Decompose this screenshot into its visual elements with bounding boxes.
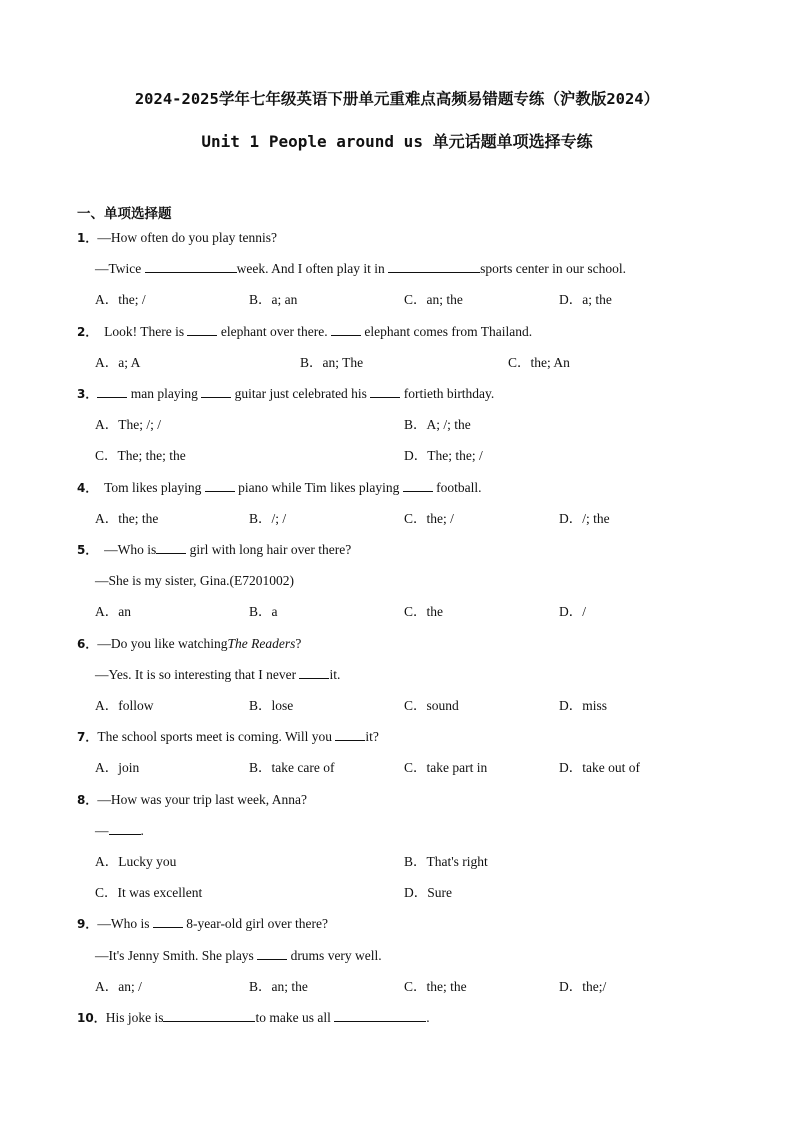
answer-blank [109,822,141,835]
option-b[interactable]: B．That's right [404,854,488,869]
option-c[interactable]: C．It was excellent [95,885,203,900]
question-10-line-1: 10．His joke is to make us all . [77,1010,430,1025]
question-number: 2． [77,325,98,339]
answer-blank [97,385,127,398]
option-d[interactable]: D．a; the [559,292,612,307]
option-d[interactable]: D．the;/ [559,979,607,994]
option-d[interactable]: D．Sure [404,885,452,900]
answer-blank [156,541,186,554]
option-b[interactable]: B．an; The [300,355,364,370]
option-b[interactable]: B．a; an [249,292,298,307]
option-a[interactable]: A．a; A [95,355,141,370]
question-9-line-1: 9．—Who is 8-year-old girl over there? [77,916,329,931]
option-c[interactable]: C．sound [404,698,459,713]
option-d[interactable]: D．miss [559,698,608,713]
question-number: 7． [77,730,98,744]
option-a[interactable]: A．the; / [95,292,146,307]
answer-blank [388,260,480,273]
option-a[interactable]: A．an [95,604,131,619]
option-c[interactable]: C．take part in [404,760,488,775]
option-d[interactable]: D．The; the; / [404,448,483,463]
option-b[interactable]: B．take care of [249,760,335,775]
option-d[interactable]: D．/; the [559,511,610,526]
option-d[interactable]: D．take out of [559,760,640,775]
answer-blank [370,385,400,398]
answer-blank [331,323,361,336]
question-number: 8． [77,793,98,807]
question-4-line-1: 4． Tom likes playing piano while Tim likes playing football. [77,480,482,495]
question-number: 1． [77,231,98,245]
question-number: 6． [77,637,98,651]
question-3-line-1: 3． man playing guitar just celebrated his fortieth birthday. [77,386,495,401]
option-a[interactable]: A．The; /; / [95,417,161,432]
section-heading: 一、单项选择题 [77,206,172,222]
answer-blank [201,385,231,398]
option-a[interactable]: A．Lucky you [95,854,177,869]
question-5-line-2: —She is my sister, Gina.(E7201002) [95,573,294,588]
option-c[interactable]: C．The; the; the [95,448,186,463]
answer-blank [205,479,235,492]
option-d[interactable]: D．/ [559,604,586,619]
option-a[interactable]: A．join [95,760,140,775]
page-title: 2024-2025学年七年级英语下册单元重难点高频易错题专练（沪教版2024） [134,90,660,108]
question-number: 4． [77,481,98,495]
question-number: 10． [77,1011,106,1025]
question-1-line-1: 1．—How often do you play tennis? [77,230,277,245]
question-number: 3． [77,387,98,401]
option-a[interactable]: A．the; the [95,511,159,526]
question-2-line-1: 2． Look! There is elephant over there. elephant comes from Thailand. [77,324,533,339]
answer-blank [299,666,329,679]
answer-blank [145,260,237,273]
question-6-line-2: —Yes. It is so interesting that I never it. [95,667,341,682]
question-1-line-2: —Twice week. And I often play it in sports center in our school. [95,261,626,276]
answer-blank [257,947,287,960]
option-b[interactable]: B．lose [249,698,294,713]
option-b[interactable]: B．a [249,604,278,619]
answer-blank [334,1009,426,1022]
question-5-line-1: 5． —Who is girl with long hair over there? [77,542,352,557]
option-b[interactable]: B．an; the [249,979,308,994]
option-b[interactable]: B．/; / [249,511,287,526]
option-c[interactable]: C．an; the [404,292,463,307]
answer-blank [153,915,183,928]
title-italic: The Readers [227,636,296,651]
option-c[interactable]: C．the [404,604,443,619]
option-b[interactable]: B．A; /; the [404,417,471,432]
question-6-line-1: 6．—Do you like watchingThe Readers? [77,636,302,651]
option-c[interactable]: C．the; An [508,355,570,370]
option-a[interactable]: A．follow [95,698,154,713]
question-9-line-2: —It's Jenny Smith. She plays drums very well. [95,948,382,963]
option-a[interactable]: A．an; / [95,979,142,994]
page-subtitle: Unit 1 People around us 单元话题单项选择专练 [201,132,593,151]
answer-blank [403,479,433,492]
question-8-line-2: — . [95,823,144,838]
question-number: 9． [77,917,98,931]
answer-blank [335,728,365,741]
question-7-line-1: 7．The school sports meet is coming. Will you it? [77,729,379,744]
question-8-line-1: 8．—How was your trip last week, Anna? [77,792,307,807]
answer-blank [163,1009,255,1022]
answer-blank [187,323,217,336]
question-number: 5． [77,543,98,557]
option-c[interactable]: C．the; / [404,511,454,526]
option-c[interactable]: C．the; the [404,979,467,994]
